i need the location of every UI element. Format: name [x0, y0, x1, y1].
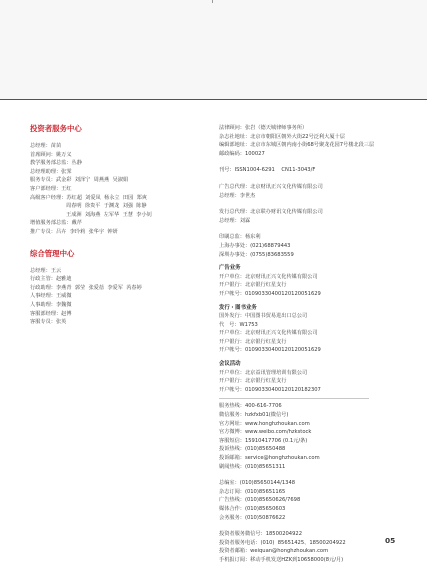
info-line: 深圳办事处：(0755)83683559: [219, 251, 294, 258]
info-line: 微信服务：hzkfxb01(微信号): [219, 412, 289, 419]
info-line: 开户银行：北京银行红星支行: [219, 282, 287, 289]
info-line: 印刷总监：杨东利: [219, 234, 261, 241]
info-line: 国外发行：中国图书贸易进出口总公司: [219, 313, 308, 320]
info-line: 代 号：W1753: [219, 321, 258, 328]
info-line: 杂志订阅：(010)85651165: [219, 488, 286, 495]
ad-business-block: [219, 264, 409, 298]
staff-line: 推广专员：吕卉 李玲莉 张华宇 钟妍: [30, 228, 118, 235]
investor-contact-block: [219, 530, 409, 564]
investor-staff-list: [30, 142, 205, 237]
info-line: 开户单位：北京财讯正兴文化传媒有限公司: [219, 330, 318, 337]
staff-line: 客服专员：张英: [30, 319, 67, 326]
spacer: [219, 471, 409, 479]
management-staff-list: [30, 267, 205, 327]
general-management-center-title: 综合管理中心: [30, 248, 75, 258]
ad-business-heading: 广告业务: [219, 265, 241, 272]
top-blank-area: [0, 0, 427, 100]
investor-service-center-title: 投资者服务中心: [30, 124, 82, 133]
red-divider-rule: [0, 99, 427, 100]
staff-line: 总经理：苗苗: [30, 143, 62, 149]
distribution-business-heading: 发行・图书业务: [219, 304, 257, 311]
distribution-business-block: [219, 304, 409, 356]
info-line: 媒体合作：(010)85650603: [219, 505, 286, 512]
left-column: [30, 124, 205, 327]
info-line: 广告热线：(010)85650626/7698: [219, 497, 301, 504]
info-line: 投诉热线：(010)85650488: [219, 446, 286, 453]
staff-line: 人事经理：王威微: [30, 293, 72, 300]
info-line: 开户帐号：01090330400120120182307: [219, 386, 321, 393]
info-line: 投资者服务电话：(010) 85651425、18500204922: [219, 539, 346, 546]
printing-office-block: [219, 233, 409, 259]
ad-agent-block: [219, 183, 409, 200]
staff-line: 增值服务部总监：戴芹: [30, 220, 82, 227]
page-number: 05: [385, 536, 396, 545]
staff-line: 总经理：王云: [30, 267, 62, 274]
section-divider: [219, 398, 369, 399]
staff-line: 行政主管：赵雅迪: [30, 276, 72, 283]
staff-line: 教学服务部总监：丛静: [30, 160, 82, 167]
info-line: 手机报订阅：移动手机发送HZK到10658000(8元/月): [219, 556, 344, 563]
conference-block: [219, 360, 409, 394]
info-line: 投资者服务微信号：18500204922: [219, 531, 302, 538]
info-line: 总经理：李世杰: [219, 192, 256, 199]
departments-block: [219, 479, 409, 522]
issn-line: 刊号：ISSN1004-6291 CN11-3043/F: [219, 167, 316, 174]
info-line: 开户银行：北京银行红星支行: [219, 378, 287, 385]
staff-line: 周春明 徐贵平 于渊龙 刘强 陈静: [66, 203, 147, 210]
contact-block: [219, 402, 409, 471]
info-line: 客服短信：15910417706 (0.1元/条): [219, 437, 308, 444]
staff-line: 服务专员：武金彩 刘泽宁 周燕燕 吴淑娟: [30, 177, 129, 184]
info-line: 服务热线：400-616-7706: [219, 403, 282, 410]
info-line: 投资者邮箱：weiquan@honghzhoukan.com: [219, 548, 329, 555]
info-line: 开户单位：北京财讯正兴文化传媒有限公司: [219, 273, 318, 280]
spacer: [219, 522, 409, 530]
spacer: [219, 158, 409, 166]
info-line: 开户单位：北京益讯管理培训有限公司: [219, 369, 308, 376]
info-line: 发行总代理：北京联办财讯文化传媒有限公司: [219, 209, 323, 216]
staff-line: 首席顾问：姚万义: [30, 151, 72, 158]
info-line: 总编室：(010)85650144/1348: [219, 480, 296, 487]
staff-line: 高级客户经理：苏红超 刘爱凤 杨永立 田园 郑爽: [30, 194, 147, 201]
info-line: 上海办事处：(021)68879443: [219, 242, 291, 249]
info-line: 总经理：刘霖: [219, 217, 251, 224]
info-line: 会务服务：(010)50876622: [219, 514, 286, 521]
spacer: [219, 175, 409, 183]
right-column: [219, 124, 409, 565]
info-line: 邮政编码：100027: [219, 150, 265, 157]
info-line: 法律顾问：张岩（德天城律师事务所）: [219, 125, 308, 131]
staff-line: 客服部经理：赵博: [30, 310, 72, 317]
spacer: [219, 200, 409, 208]
staff-line: 王成洲 刘海燕 左军华 王慧 李小钊: [66, 211, 152, 218]
conference-heading: 会议活动: [219, 361, 241, 368]
crop-mark: [212, 0, 213, 3]
info-line: 广告总代理：北京财讯正兴文化传媒有限公司: [219, 183, 323, 190]
staff-line: 行政助理：李燕青 郭莹 张爱蓓 李爱军 芮春婷: [30, 284, 142, 291]
info-line: 开户银行：北京银行红星支行: [219, 338, 287, 345]
staff-line: 客户部经理：王红: [30, 185, 72, 192]
info-line: 官方微博：www.weibo.com/hzkstock: [219, 429, 312, 436]
staff-line: 人事助理：李魏微: [30, 301, 72, 308]
legal-and-address-block: [219, 124, 409, 158]
info-line: 编辑部地址：北京市东城区朝内南小街68号聚龙花园7号楼北段三层: [219, 142, 375, 149]
info-line: 开户帐号：01090330400120120051629: [219, 290, 321, 297]
info-line: 刷阅热线：(010)85651311: [219, 463, 286, 470]
info-line: 开户帐号：01090330400120120051629: [219, 347, 321, 354]
distribution-agent-block: [219, 208, 409, 225]
info-line: 官方网址：www.honghzhoukan.com: [219, 420, 310, 427]
info-line: 投诉邮箱：service@honghzhoukan.com: [219, 455, 320, 461]
spacer: [219, 225, 409, 233]
info-line: 杂志社地址：北京市朝阳区朝外大街22号泛利大厦十层: [219, 133, 345, 140]
staff-line: 总经理助理：张霁: [30, 168, 72, 175]
